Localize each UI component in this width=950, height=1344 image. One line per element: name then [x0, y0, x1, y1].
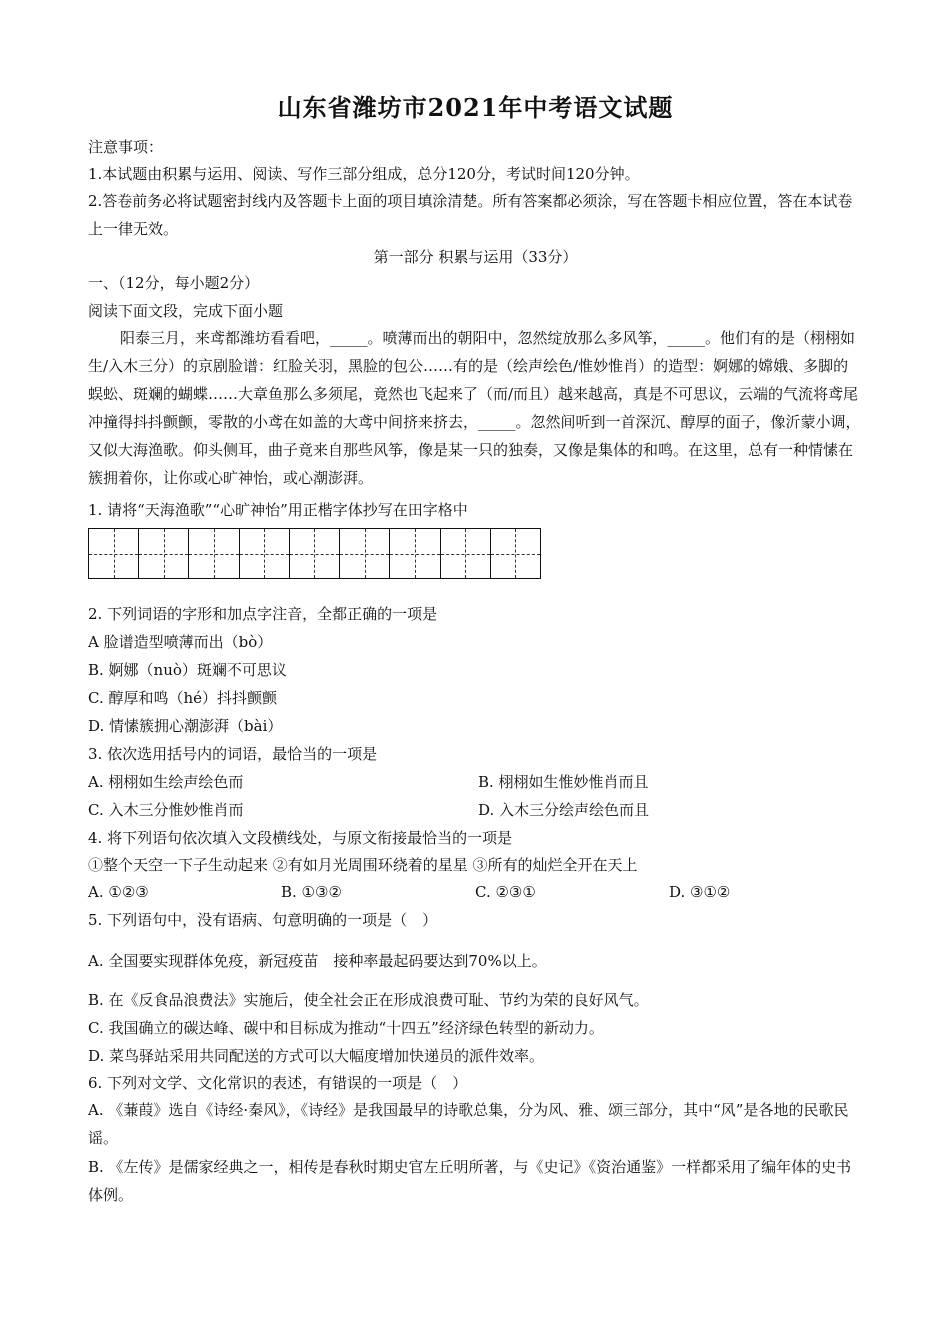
- q6-option-b: B. 《左传》是儒家经典之一，相传是春秋时期史官左丘明所著，与《史记》《资治通鉴》一样都采用了编年体的史书体例。: [88, 1158, 852, 1204]
- question-3: 3. 依次选用括号内的词语，最恰当的一项是: [88, 745, 378, 763]
- q4-option-c: C. ②③①: [475, 883, 536, 901]
- question-4: 4. 将下列语句依次填入文段横线处，与原文衔接最恰当的一项是: [88, 829, 513, 847]
- notice-item-2: 2.答卷前务必将试题密封线内及答题卡上面的项目填涂清楚。所有答案都必须涂，写在答题卡相应位置，答在本试卷上一律无效。: [88, 192, 853, 238]
- grid-cell[interactable]: [89, 529, 138, 578]
- tianzige-grid[interactable]: [88, 528, 541, 579]
- q5-option-c: C. 我国确立的碳达峰、碳中和目标成为推动“十四五”经济绿色转型的新动力。: [88, 1019, 604, 1037]
- q3-option-d: D. 入木三分绘声绘色而且: [478, 801, 650, 819]
- q3-option-a: A. 栩栩如生绘声绘色而: [88, 773, 244, 791]
- grid-cell[interactable]: [440, 529, 490, 578]
- q3-option-c: C. 入木三分惟妙惟肖而: [88, 801, 244, 819]
- reading-passage: 阳泰三月，来鸢都潍坊看看吧，_____。喷薄而出的朝阳中，忽然绽放那么多风筝，_____。他们有的是（栩栩如生/入木三分）的京剧脸谱：红脸关羽，黑脸的包公……有的是（绘声绘色/惟妙惟肖）的造型：婀娜的嫦娥、多脚的蜈蚣、斑斓的蝴蝶……大章鱼那么多须尾，竟然也飞起来了（而/而且）越来越高，真是不可思议，云端的气流将鸢尾冲撞得抖抖颤颤，零散的小鸢在如盖的大鸢中间挤来挤去，_____。忽然间听到一首深沉、醇厚的面子，像沂蒙小调，又似大海渔歌。仰头侧耳，曲子竟来自那些风筝，像是某一只的独奏，又像是集体的和鸣。在这里，总有一种情愫在簇拥着你，让你或心旷神怡，或心潮澎湃。: [88, 329, 861, 487]
- notice-heading: 注意事项：: [88, 138, 164, 156]
- q2-option-c: C. 醇厚和鸣（hé）抖抖颤颤: [88, 689, 278, 707]
- section1-heading: 一、（12分，每小题2分）: [88, 274, 260, 292]
- q2-option-d: D. 情愫簇拥心潮澎湃（bài）: [88, 717, 283, 735]
- q4-sentences: ①整个天空一下子生动起来 ②有如月光周围环绕着的星星 ③所有的灿烂全开在天上: [88, 856, 638, 874]
- q2-option-a: A 脸谱造型喷薄而出（bò）: [88, 633, 273, 651]
- q4-option-b: B. ①③②: [281, 883, 342, 901]
- grid-cell[interactable]: [289, 529, 339, 578]
- grid-cell[interactable]: [389, 529, 439, 578]
- grid-cell[interactable]: [339, 529, 389, 578]
- q2-option-b: B. 婀娜（nuò）斑斓不可思议: [88, 661, 287, 679]
- grid-cell[interactable]: [188, 529, 238, 578]
- passage-instruction: 阅读下面文段，完成下面小题: [88, 302, 284, 320]
- q5-option-a: A. 全国要实现群体免疫，新冠疫苗 接种率最起码要达到70%以上。: [88, 952, 547, 970]
- q3-option-b: B. 栩栩如生惟妙惟肖而且: [478, 773, 649, 791]
- grid-cell[interactable]: [490, 529, 540, 578]
- question-1: 1. 请将“天海渔歌”“心旷神怡”用正楷字体抄写在田字格中: [88, 501, 468, 519]
- grid-cell[interactable]: [239, 529, 289, 578]
- q4-option-d: D. ③①②: [669, 883, 731, 901]
- question-2: 2. 下列词语的字形和加点字注音，全都正确的一项是: [88, 605, 438, 623]
- part1-heading: 第一部分 积累与运用（33分）: [373, 248, 578, 266]
- notice-item-1: 1.本试题由积累与运用、阅读、写作三部分组成，总分120分，考试时间120分钟。: [88, 165, 640, 183]
- q6-option-a: A. 《蒹葭》选自《诗经·秦风》，《诗经》是我国最早的诗歌总集，分为风、雅、颂三部分，其中“风”是各地的民歌民谣。: [88, 1101, 849, 1147]
- q4-option-a: A. ①②③: [88, 883, 149, 901]
- grid-cell[interactable]: [138, 529, 188, 578]
- question-6: 6. 下列对文学、文化常识的表述，有错误的一项是（ ）: [88, 1074, 468, 1092]
- question-5: 5. 下列语句中，没有语病、句意明确的一项是（ ）: [88, 911, 438, 929]
- q5-option-b: B. 在《反食品浪费法》实施后，使全社会正在形成浪费可耻、节约为荣的良好风气。: [88, 991, 649, 1009]
- exam-title: 山东省潍坊市2021年中考语文试题: [277, 93, 674, 122]
- q5-option-d: D. 菜鸟驿站采用共同配送的方式可以大幅度增加快递员的派件效率。: [88, 1047, 545, 1065]
